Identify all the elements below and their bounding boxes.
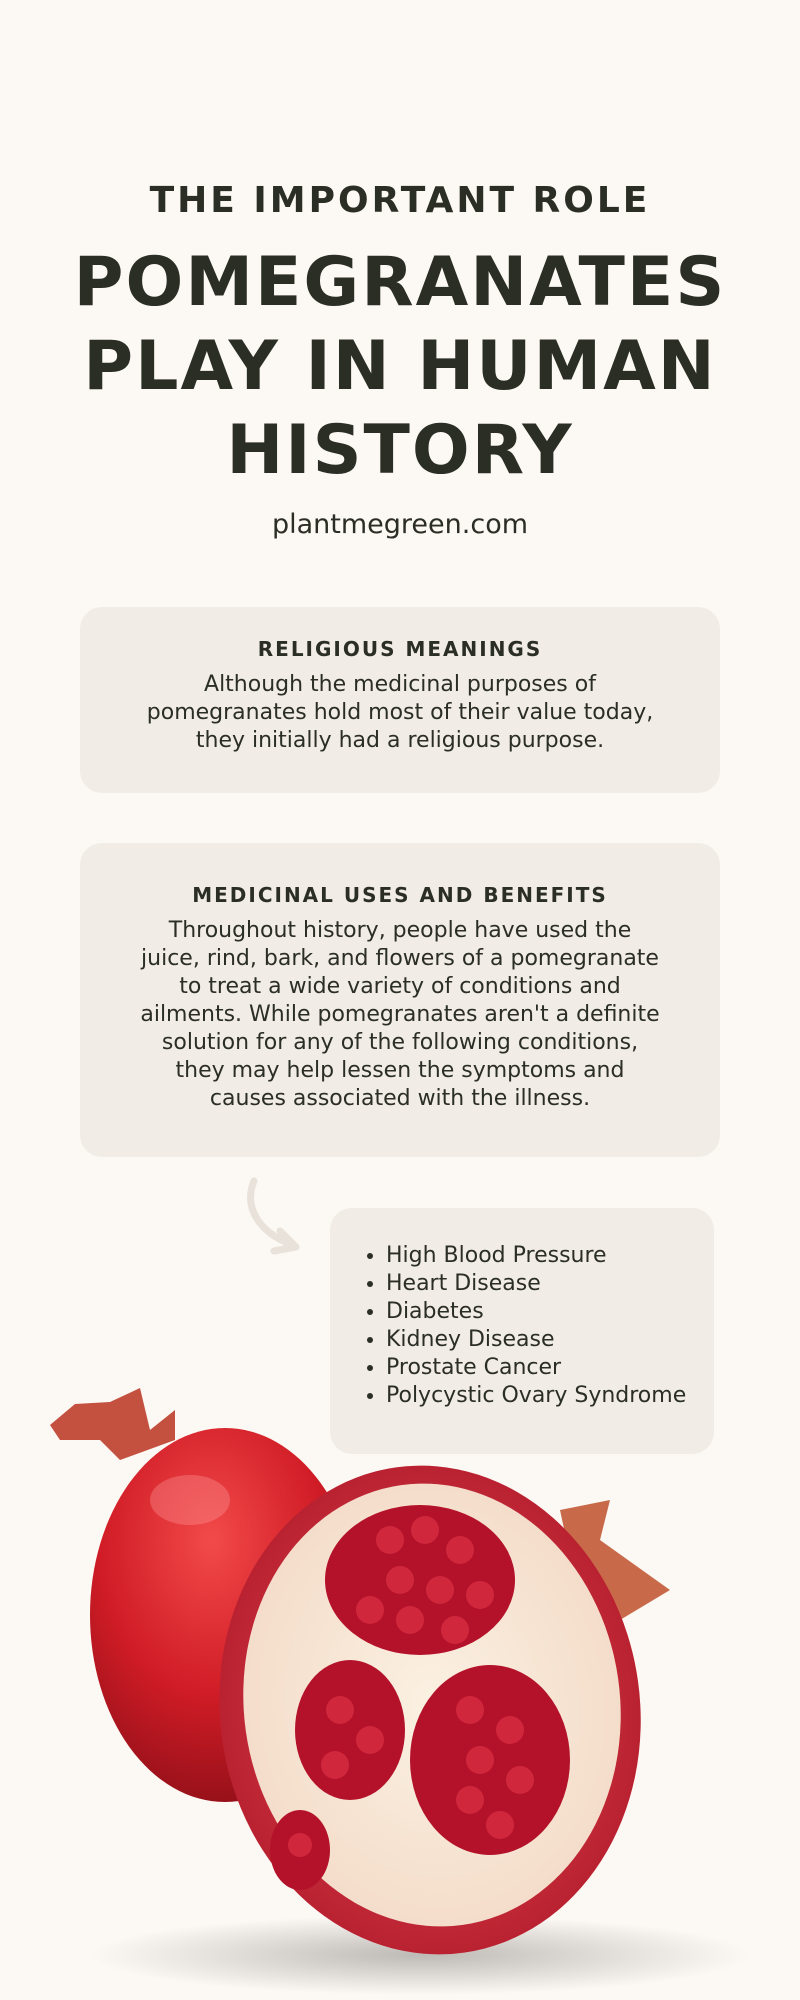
medicinal-uses-card [80,843,720,1157]
card-body: Although the medicinal purposes of pomegranates hold most of their value today, they initially had a religious purpose. [146,672,654,753]
header [0,180,800,540]
list-item: • Prostate Cancer [386,1354,694,1382]
kicker-title: THE IMPORTANT ROLE [149,180,651,221]
curved-arrow-icon [240,1175,310,1255]
card-body: Throughout history, people have used the juice, rind, bark, and flowers of a pomegranate to treat a wide variety of conditions and ailments. While pomegranates aren't a definite solution for any of the following conditions, they may help lessen the symptoms and causes associated with the illness. [140,918,660,1111]
card-heading: MEDICINAL USES AND BENEFITS [192,883,608,907]
page-title: POMEGRANATES PLAY IN HUMAN HISTORY [73,243,727,490]
list-item: • Polycystic Ovary Syndrome [386,1382,694,1410]
site-url: plantmegreen.com [271,509,529,540]
list-item: • High Blood Pressure [386,1242,694,1270]
religious-meanings-card [80,607,720,793]
list-item: • Kidney Disease [386,1326,694,1354]
list-item: • Heart Disease [386,1270,694,1298]
card-heading: RELIGIOUS MEANINGS [257,637,543,661]
pomegranate-image [0,1380,800,2000]
list-item: • Diabetes [386,1298,694,1326]
